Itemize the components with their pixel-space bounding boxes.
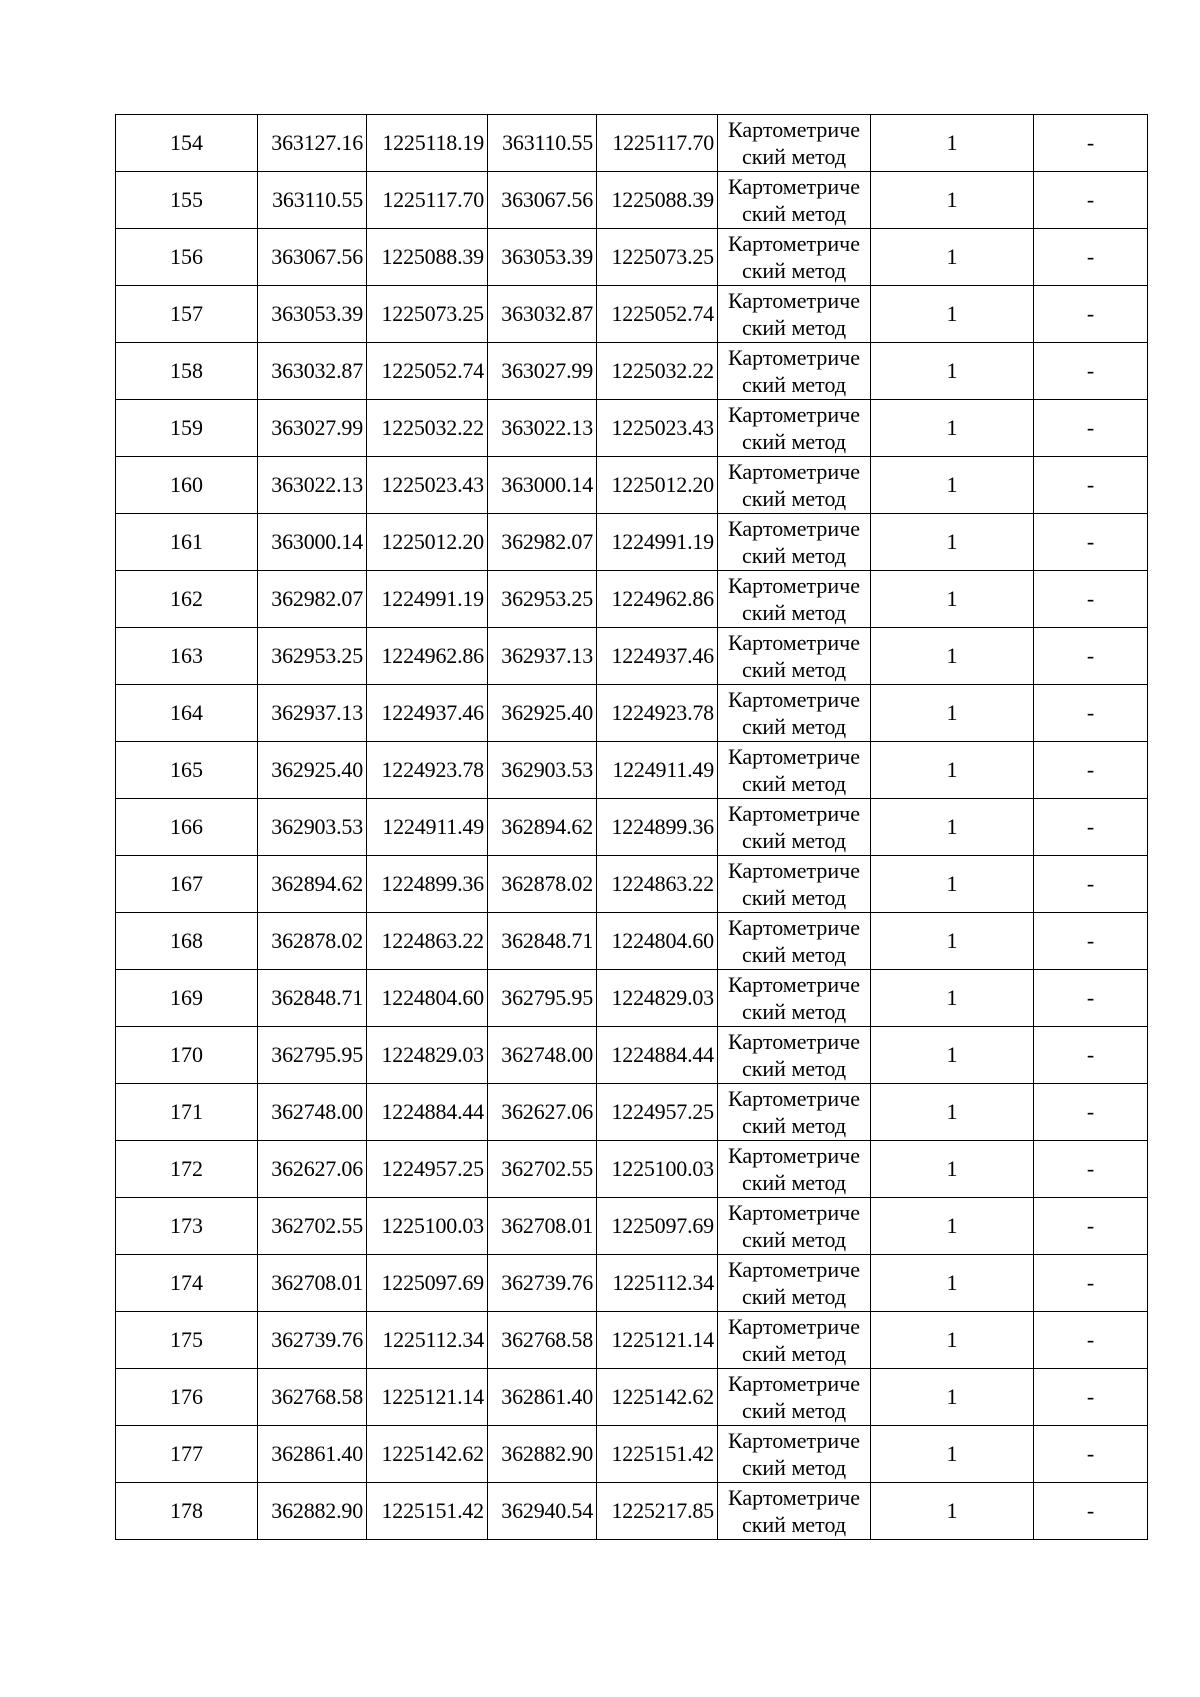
y-end-cell: 1225121.14 (597, 1312, 718, 1369)
table-row (116, 1426, 1148, 1483)
method-line-1: Картометриче (728, 231, 860, 256)
y-start-cell: 1224991.19 (367, 571, 488, 628)
point-id-cell: 164 (116, 685, 258, 742)
y-start-cell: 1224829.03 (367, 1027, 488, 1084)
y-end-cell: 1225151.42 (597, 1426, 718, 1483)
note-cell: - (1034, 172, 1148, 229)
point-id-cell: 171 (116, 1084, 258, 1141)
point-id-cell: 155 (116, 172, 258, 229)
y-end-cell: 1225117.70 (597, 115, 718, 172)
method-line-2: ский метод (741, 714, 847, 739)
x-end-cell: 362953.25 (488, 571, 597, 628)
accuracy-cell: 1 (871, 1483, 1034, 1540)
point-id-cell: 168 (116, 913, 258, 970)
table-row (116, 628, 1148, 685)
method-line-2: ский метод (741, 657, 847, 682)
point-id-cell: 156 (116, 229, 258, 286)
table-row (116, 286, 1148, 343)
note-cell: - (1034, 685, 1148, 742)
method-line-1: Картометриче (728, 516, 860, 541)
method-line-2: ский метод (741, 942, 847, 967)
y-start-cell: 1225032.22 (367, 400, 488, 457)
x-start-cell: 362953.25 (258, 628, 367, 685)
table-row (116, 1369, 1148, 1426)
accuracy-cell: 1 (871, 1426, 1034, 1483)
method-line-1: Картометриче (728, 402, 860, 427)
method-cell (718, 1426, 871, 1483)
x-start-cell: 363000.14 (258, 514, 367, 571)
y-start-cell: 1225097.69 (367, 1255, 488, 1312)
note-cell: - (1034, 1426, 1148, 1483)
note-cell: - (1034, 1084, 1148, 1141)
y-start-cell: 1225052.74 (367, 343, 488, 400)
method-cell (718, 1141, 871, 1198)
method-line-2: ский метод (741, 258, 847, 283)
table-row (116, 1198, 1148, 1255)
point-id-cell: 165 (116, 742, 258, 799)
x-start-cell: 362894.62 (258, 856, 367, 913)
method-line-2: ский метод (741, 315, 847, 340)
method-line-1: Картометриче (728, 459, 860, 484)
y-end-cell: 1224804.60 (597, 913, 718, 970)
method-line-1: Картометриче (728, 117, 860, 142)
table-row (116, 514, 1148, 571)
note-cell: - (1034, 1312, 1148, 1369)
method-line-1: Картометриче (728, 630, 860, 655)
y-start-cell: 1224962.86 (367, 628, 488, 685)
method-cell (718, 628, 871, 685)
accuracy-cell: 1 (871, 1369, 1034, 1426)
y-start-cell: 1225142.62 (367, 1426, 488, 1483)
point-id-cell: 167 (116, 856, 258, 913)
accuracy-cell: 1 (871, 457, 1034, 514)
method-line-2: ский метод (741, 771, 847, 796)
accuracy-cell: 1 (871, 799, 1034, 856)
x-start-cell: 362739.76 (258, 1312, 367, 1369)
note-cell: - (1034, 400, 1148, 457)
point-id-cell: 163 (116, 628, 258, 685)
x-start-cell: 362903.53 (258, 799, 367, 856)
note-cell: - (1034, 628, 1148, 685)
coordinates-table (115, 114, 1148, 1540)
y-end-cell: 1225217.85 (597, 1483, 718, 1540)
y-start-cell: 1224804.60 (367, 970, 488, 1027)
y-start-cell: 1224923.78 (367, 742, 488, 799)
y-start-cell: 1224899.36 (367, 856, 488, 913)
note-cell: - (1034, 343, 1148, 400)
x-start-cell: 362982.07 (258, 571, 367, 628)
x-start-cell: 362882.90 (258, 1483, 367, 1540)
accuracy-cell: 1 (871, 514, 1034, 571)
method-line-1: Картометриче (728, 288, 860, 313)
y-end-cell: 1225112.34 (597, 1255, 718, 1312)
y-start-cell: 1225112.34 (367, 1312, 488, 1369)
accuracy-cell: 1 (871, 970, 1034, 1027)
y-end-cell: 1224937.46 (597, 628, 718, 685)
table-row (116, 1312, 1148, 1369)
method-line-1: Картометриче (728, 1428, 860, 1453)
method-line-1: Картометриче (728, 1200, 860, 1225)
note-cell: - (1034, 457, 1148, 514)
x-start-cell: 362937.13 (258, 685, 367, 742)
table-row (116, 856, 1148, 913)
x-end-cell: 362627.06 (488, 1084, 597, 1141)
y-start-cell: 1225151.42 (367, 1483, 488, 1540)
note-cell: - (1034, 1141, 1148, 1198)
method-cell (718, 1255, 871, 1312)
accuracy-cell: 1 (871, 1198, 1034, 1255)
method-cell (718, 229, 871, 286)
note-cell: - (1034, 1198, 1148, 1255)
method-line-2: ский метод (741, 429, 847, 454)
note-cell: - (1034, 514, 1148, 571)
y-end-cell: 1225032.22 (597, 343, 718, 400)
note-cell: - (1034, 799, 1148, 856)
table-row (116, 172, 1148, 229)
x-end-cell: 363022.13 (488, 400, 597, 457)
x-end-cell: 362878.02 (488, 856, 597, 913)
method-cell (718, 115, 871, 172)
point-id-cell: 154 (116, 115, 258, 172)
accuracy-cell: 1 (871, 343, 1034, 400)
point-id-cell: 176 (116, 1369, 258, 1426)
y-end-cell: 1225142.62 (597, 1369, 718, 1426)
accuracy-cell: 1 (871, 742, 1034, 799)
accuracy-cell: 1 (871, 913, 1034, 970)
x-end-cell: 362882.90 (488, 1426, 597, 1483)
note-cell: - (1034, 970, 1148, 1027)
x-start-cell: 363022.13 (258, 457, 367, 514)
x-start-cell: 363053.39 (258, 286, 367, 343)
y-end-cell: 1224899.36 (597, 799, 718, 856)
y-start-cell: 1225023.43 (367, 457, 488, 514)
table-row (116, 400, 1148, 457)
y-start-cell: 1225121.14 (367, 1369, 488, 1426)
y-end-cell: 1224957.25 (597, 1084, 718, 1141)
method-cell (718, 685, 871, 742)
y-end-cell: 1225097.69 (597, 1198, 718, 1255)
x-start-cell: 362768.58 (258, 1369, 367, 1426)
x-end-cell: 362795.95 (488, 970, 597, 1027)
x-end-cell: 362861.40 (488, 1369, 597, 1426)
method-line-2: ский метод (741, 1341, 847, 1366)
x-start-cell: 363032.87 (258, 343, 367, 400)
x-end-cell: 362940.54 (488, 1483, 597, 1540)
y-end-cell: 1224829.03 (597, 970, 718, 1027)
method-line-1: Картометриче (728, 345, 860, 370)
accuracy-cell: 1 (871, 1027, 1034, 1084)
method-cell (718, 970, 871, 1027)
accuracy-cell: 1 (871, 1312, 1034, 1369)
method-line-1: Картометриче (728, 801, 860, 826)
y-end-cell: 1224923.78 (597, 685, 718, 742)
table-row (116, 913, 1148, 970)
y-start-cell: 1224957.25 (367, 1141, 488, 1198)
x-end-cell: 362925.40 (488, 685, 597, 742)
x-start-cell: 362702.55 (258, 1198, 367, 1255)
point-id-cell: 177 (116, 1426, 258, 1483)
y-end-cell: 1224863.22 (597, 856, 718, 913)
method-line-2: ский метод (741, 144, 847, 169)
point-id-cell: 166 (116, 799, 258, 856)
method-line-1: Картометриче (728, 1485, 860, 1510)
method-line-2: ский метод (741, 1227, 847, 1252)
table-row (116, 742, 1148, 799)
x-end-cell: 362739.76 (488, 1255, 597, 1312)
x-end-cell: 362903.53 (488, 742, 597, 799)
note-cell: - (1034, 286, 1148, 343)
method-cell (718, 343, 871, 400)
method-line-2: ский метод (741, 1056, 847, 1081)
y-start-cell: 1225118.19 (367, 115, 488, 172)
y-start-cell: 1225100.03 (367, 1198, 488, 1255)
x-end-cell: 363000.14 (488, 457, 597, 514)
accuracy-cell: 1 (871, 685, 1034, 742)
method-line-2: ский метод (741, 1170, 847, 1195)
x-start-cell: 363027.99 (258, 400, 367, 457)
accuracy-cell: 1 (871, 571, 1034, 628)
x-end-cell: 362708.01 (488, 1198, 597, 1255)
x-end-cell: 362937.13 (488, 628, 597, 685)
x-start-cell: 362627.06 (258, 1141, 367, 1198)
x-end-cell: 363067.56 (488, 172, 597, 229)
method-line-1: Картометриче (728, 1143, 860, 1168)
x-start-cell: 362878.02 (258, 913, 367, 970)
x-end-cell: 362768.58 (488, 1312, 597, 1369)
y-end-cell: 1225100.03 (597, 1141, 718, 1198)
y-start-cell: 1224937.46 (367, 685, 488, 742)
y-end-cell: 1224884.44 (597, 1027, 718, 1084)
method-line-2: ский метод (741, 999, 847, 1024)
note-cell: - (1034, 742, 1148, 799)
method-cell (718, 913, 871, 970)
table-row (116, 685, 1148, 742)
y-end-cell: 1225012.20 (597, 457, 718, 514)
point-id-cell: 162 (116, 571, 258, 628)
note-cell: - (1034, 115, 1148, 172)
accuracy-cell: 1 (871, 628, 1034, 685)
method-cell (718, 856, 871, 913)
note-cell: - (1034, 1255, 1148, 1312)
point-id-cell: 161 (116, 514, 258, 571)
point-id-cell: 158 (116, 343, 258, 400)
method-line-2: ский метод (741, 1512, 847, 1537)
x-start-cell: 362925.40 (258, 742, 367, 799)
method-line-1: Картометриче (728, 915, 860, 940)
table-row (116, 1084, 1148, 1141)
note-cell: - (1034, 229, 1148, 286)
accuracy-cell: 1 (871, 856, 1034, 913)
point-id-cell: 178 (116, 1483, 258, 1540)
table-row (116, 343, 1148, 400)
table-row (116, 1483, 1148, 1540)
x-start-cell: 362708.01 (258, 1255, 367, 1312)
method-line-2: ский метод (741, 201, 847, 226)
accuracy-cell: 1 (871, 1084, 1034, 1141)
table-row (116, 1141, 1148, 1198)
x-end-cell: 362848.71 (488, 913, 597, 970)
method-line-2: ский метод (741, 1284, 847, 1309)
accuracy-cell: 1 (871, 1255, 1034, 1312)
note-cell: - (1034, 913, 1148, 970)
table-row (116, 970, 1148, 1027)
method-line-1: Картометриче (728, 744, 860, 769)
point-id-cell: 173 (116, 1198, 258, 1255)
y-start-cell: 1224863.22 (367, 913, 488, 970)
x-start-cell: 362795.95 (258, 1027, 367, 1084)
accuracy-cell: 1 (871, 286, 1034, 343)
y-start-cell: 1224884.44 (367, 1084, 488, 1141)
method-cell (718, 571, 871, 628)
method-cell (718, 799, 871, 856)
y-start-cell: 1225073.25 (367, 286, 488, 343)
method-line-1: Картометриче (728, 858, 860, 883)
point-id-cell: 159 (116, 400, 258, 457)
point-id-cell: 169 (116, 970, 258, 1027)
point-id-cell: 175 (116, 1312, 258, 1369)
y-end-cell: 1225073.25 (597, 229, 718, 286)
x-end-cell: 362982.07 (488, 514, 597, 571)
accuracy-cell: 1 (871, 1141, 1034, 1198)
table-row (116, 1027, 1148, 1084)
table-row (116, 115, 1148, 172)
y-end-cell: 1225052.74 (597, 286, 718, 343)
note-cell: - (1034, 1027, 1148, 1084)
x-end-cell: 363053.39 (488, 229, 597, 286)
y-start-cell: 1224911.49 (367, 799, 488, 856)
x-start-cell: 363127.16 (258, 115, 367, 172)
point-id-cell: 157 (116, 286, 258, 343)
y-end-cell: 1224991.19 (597, 514, 718, 571)
table-body (116, 115, 1148, 1540)
x-start-cell: 362848.71 (258, 970, 367, 1027)
x-end-cell: 362894.62 (488, 799, 597, 856)
y-start-cell: 1225117.70 (367, 172, 488, 229)
point-id-cell: 170 (116, 1027, 258, 1084)
method-cell (718, 742, 871, 799)
x-start-cell: 362861.40 (258, 1426, 367, 1483)
table-row (116, 799, 1148, 856)
method-line-1: Картометриче (728, 1086, 860, 1111)
y-start-cell: 1225012.20 (367, 514, 488, 571)
method-line-1: Картометриче (728, 1371, 860, 1396)
y-end-cell: 1224911.49 (597, 742, 718, 799)
method-line-1: Картометриче (728, 1029, 860, 1054)
x-end-cell: 363027.99 (488, 343, 597, 400)
x-end-cell: 362748.00 (488, 1027, 597, 1084)
table-row (116, 571, 1148, 628)
x-start-cell: 363110.55 (258, 172, 367, 229)
point-id-cell: 160 (116, 457, 258, 514)
y-end-cell: 1225088.39 (597, 172, 718, 229)
method-line-1: Картометриче (728, 573, 860, 598)
point-id-cell: 174 (116, 1255, 258, 1312)
table-row (116, 457, 1148, 514)
table-row (116, 1255, 1148, 1312)
method-cell (718, 514, 871, 571)
method-line-2: ский метод (741, 1398, 847, 1423)
y-end-cell: 1224962.86 (597, 571, 718, 628)
method-line-2: ский метод (741, 372, 847, 397)
method-line-1: Картометриче (728, 1314, 860, 1339)
x-end-cell: 363032.87 (488, 286, 597, 343)
method-line-1: Картометриче (728, 687, 860, 712)
method-line-2: ский метод (741, 1455, 847, 1480)
method-cell (718, 400, 871, 457)
method-line-1: Картометриче (728, 972, 860, 997)
method-line-2: ский метод (741, 1113, 847, 1138)
y-end-cell: 1225023.43 (597, 400, 718, 457)
accuracy-cell: 1 (871, 115, 1034, 172)
accuracy-cell: 1 (871, 172, 1034, 229)
method-cell (718, 286, 871, 343)
note-cell: - (1034, 1483, 1148, 1540)
method-cell (718, 1084, 871, 1141)
x-end-cell: 362702.55 (488, 1141, 597, 1198)
accuracy-cell: 1 (871, 400, 1034, 457)
x-start-cell: 362748.00 (258, 1084, 367, 1141)
x-start-cell: 363067.56 (258, 229, 367, 286)
x-end-cell: 363110.55 (488, 115, 597, 172)
method-cell (718, 172, 871, 229)
y-start-cell: 1225088.39 (367, 229, 488, 286)
note-cell: - (1034, 1369, 1148, 1426)
method-line-2: ский метод (741, 885, 847, 910)
note-cell: - (1034, 856, 1148, 913)
method-line-2: ский метод (741, 486, 847, 511)
method-cell (718, 1027, 871, 1084)
method-line-1: Картометриче (728, 174, 860, 199)
method-line-1: Картометриче (728, 1257, 860, 1282)
method-line-2: ский метод (741, 600, 847, 625)
accuracy-cell: 1 (871, 229, 1034, 286)
method-cell (718, 457, 871, 514)
method-cell (718, 1483, 871, 1540)
method-line-2: ский метод (741, 828, 847, 853)
method-cell (718, 1198, 871, 1255)
method-cell (718, 1369, 871, 1426)
method-cell (718, 1312, 871, 1369)
table-row (116, 229, 1148, 286)
method-line-2: ский метод (741, 543, 847, 568)
point-id-cell: 172 (116, 1141, 258, 1198)
note-cell: - (1034, 571, 1148, 628)
